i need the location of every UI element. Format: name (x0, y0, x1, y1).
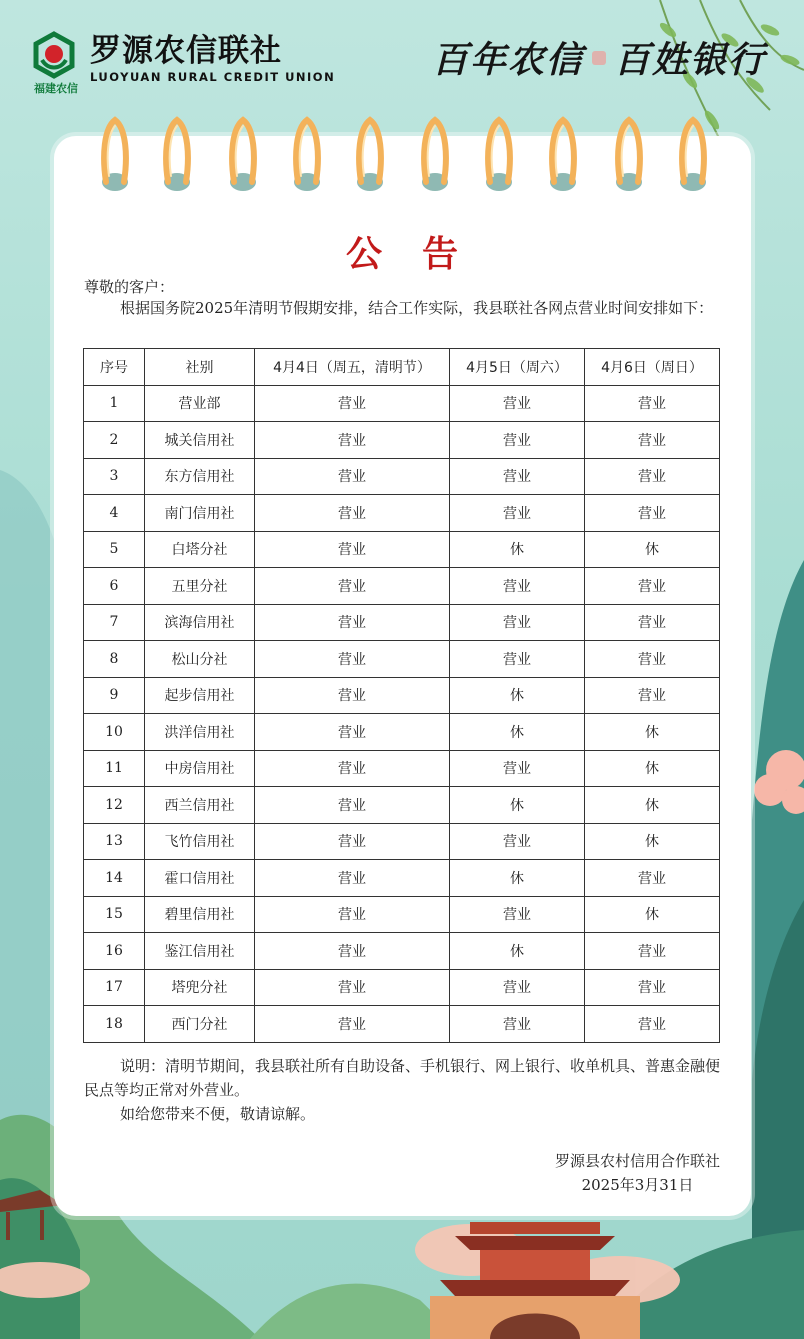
cell-apr5: 营业 (450, 896, 585, 933)
table-row (84, 385, 720, 422)
cell-apr5: 营业 (450, 750, 585, 787)
cell-branch: 五里分社 (145, 568, 255, 605)
cell-apr5: 营业 (450, 422, 585, 459)
cell-index: 9 (84, 677, 145, 714)
slogan (432, 32, 766, 83)
signature-date: 2025年3月31日 (581, 1176, 694, 1194)
cell-apr6: 营业 (585, 422, 720, 459)
cell-branch: 白塔分社 (145, 531, 255, 568)
table-row (84, 750, 720, 787)
cell-apr4: 营业 (255, 787, 450, 824)
cell-apr4: 营业 (255, 714, 450, 751)
table-row (84, 568, 720, 605)
cell-index: 18 (84, 1006, 145, 1043)
cell-branch: 碧里信用社 (145, 896, 255, 933)
cell-apr5: 休 (450, 677, 585, 714)
signature-org: 罗源县农村信用合作联社 (554, 1152, 720, 1170)
col-header-apr6: 4月6日（周日） (585, 349, 720, 386)
logo-caption: 福建农信 (34, 82, 78, 95)
table-row (84, 714, 720, 751)
cell-apr6: 营业 (585, 385, 720, 422)
cell-apr5: 休 (450, 714, 585, 751)
ring-icon (162, 116, 192, 192)
table-row (84, 933, 720, 970)
cell-branch: 滨海信用社 (145, 604, 255, 641)
cell-apr6: 营业 (585, 677, 720, 714)
cell-apr5: 营业 (450, 604, 585, 641)
cell-apr5: 营业 (450, 495, 585, 532)
slogan-right: 百姓银行 (614, 39, 767, 81)
cell-apr5: 休 (450, 933, 585, 970)
col-header-branch: 社别 (145, 349, 255, 386)
cell-apr6: 营业 (585, 568, 720, 605)
cell-branch: 营业部 (145, 385, 255, 422)
cell-branch: 塔兜分社 (145, 969, 255, 1006)
cell-apr4: 营业 (255, 604, 450, 641)
table-row (84, 1006, 720, 1043)
cell-apr4: 营业 (255, 750, 450, 787)
cell-apr4: 营业 (255, 1006, 450, 1043)
notice-title: 公告 (345, 233, 498, 275)
cell-branch: 西兰信用社 (145, 787, 255, 824)
col-header-apr4: 4月4日（周五，清明节） (255, 349, 450, 386)
cell-index: 5 (84, 531, 145, 568)
cell-branch: 洪洋信用社 (145, 714, 255, 751)
cell-apr5: 营业 (450, 458, 585, 495)
cell-apr5: 营业 (450, 969, 585, 1006)
cell-index: 7 (84, 604, 145, 641)
notes (84, 1054, 720, 1126)
cell-apr5: 营业 (450, 568, 585, 605)
col-header-apr5: 4月5日（周六） (450, 349, 585, 386)
table-row (84, 422, 720, 459)
note-line-1: 说明：清明节期间，我县联社所有自助设备、手机银行、网上银行、收单机具、普惠金融便民点等均正常对外营业。 (84, 1057, 721, 1099)
ring-icon (614, 116, 644, 192)
cell-apr4: 营业 (255, 385, 450, 422)
table-row (84, 458, 720, 495)
cell-index: 13 (84, 823, 145, 860)
table-header-row (84, 349, 720, 386)
cell-apr6: 营业 (585, 1006, 720, 1043)
cell-apr6: 休 (585, 787, 720, 824)
cell-apr5: 营业 (450, 823, 585, 860)
cell-apr4: 营业 (255, 641, 450, 678)
table-row (84, 896, 720, 933)
cell-apr5: 休 (450, 860, 585, 897)
cell-apr5: 营业 (450, 385, 585, 422)
cell-branch: 松山分社 (145, 641, 255, 678)
cell-apr4: 营业 (255, 422, 450, 459)
cell-apr4: 营业 (255, 860, 450, 897)
cell-apr6: 营业 (585, 969, 720, 1006)
cell-apr4: 营业 (255, 531, 450, 568)
table-row (84, 531, 720, 568)
rcc-logo-icon (28, 30, 80, 80)
ring-icon (292, 116, 322, 192)
cell-apr6: 休 (585, 823, 720, 860)
cell-index: 1 (84, 385, 145, 422)
cell-index: 6 (84, 568, 145, 605)
cell-index: 3 (84, 458, 145, 495)
table-row (84, 969, 720, 1006)
cell-apr4: 营业 (255, 933, 450, 970)
intro-paragraph: 根据国务院2025年清明节假期安排，结合工作实际，我县联社各网点营业时间安排如下： (120, 299, 714, 317)
cell-apr5: 休 (450, 531, 585, 568)
slogan-left: 百年农信 (432, 39, 585, 81)
cell-apr6: 营业 (585, 641, 720, 678)
brand-name-en: LUOYUAN RURAL CREDIT UNION (90, 70, 336, 84)
cell-index: 16 (84, 933, 145, 970)
signature-block (555, 1149, 720, 1197)
col-header-index: 序号 (84, 349, 145, 386)
note-line-2: 如给您带来不便，敬请谅解。 (120, 1105, 316, 1123)
table-body (84, 385, 720, 1042)
cell-index: 14 (84, 860, 145, 897)
table-row (84, 787, 720, 824)
cell-branch: 西门分社 (145, 1006, 255, 1043)
ring-icon (420, 116, 450, 192)
table-row (84, 495, 720, 532)
cell-index: 12 (84, 787, 145, 824)
cell-index: 17 (84, 969, 145, 1006)
cell-apr4: 营业 (255, 823, 450, 860)
cell-branch: 鉴江信用社 (145, 933, 255, 970)
cell-apr4: 营业 (255, 495, 450, 532)
brand-logo (28, 30, 80, 95)
cell-apr6: 营业 (585, 604, 720, 641)
cell-branch: 飞竹信用社 (145, 823, 255, 860)
ring-icon (100, 116, 130, 192)
ring-icon (355, 116, 385, 192)
cell-apr6: 营业 (585, 860, 720, 897)
table-row (84, 677, 720, 714)
cell-branch: 南门信用社 (145, 495, 255, 532)
cell-apr6: 营业 (585, 495, 720, 532)
seal-icon (592, 51, 606, 65)
cell-apr6: 休 (585, 531, 720, 568)
cell-apr4: 营业 (255, 677, 450, 714)
table-row (84, 641, 720, 678)
ring-icon (484, 116, 514, 192)
cell-index: 2 (84, 422, 145, 459)
cell-branch: 霍口信用社 (145, 860, 255, 897)
cell-apr4: 营业 (255, 896, 450, 933)
cell-index: 15 (84, 896, 145, 933)
cell-apr5: 休 (450, 787, 585, 824)
cell-branch: 东方信用社 (145, 458, 255, 495)
cell-branch: 中房信用社 (145, 750, 255, 787)
cell-apr6: 休 (585, 750, 720, 787)
ring-icon (548, 116, 578, 192)
cell-apr5: 营业 (450, 1006, 585, 1043)
schedule-table (83, 348, 720, 1043)
table-row (84, 823, 720, 860)
cell-index: 4 (84, 495, 145, 532)
cell-apr6: 营业 (585, 458, 720, 495)
cell-apr4: 营业 (255, 458, 450, 495)
ring-icon (228, 116, 258, 192)
table-row (84, 604, 720, 641)
cell-index: 10 (84, 714, 145, 751)
table-row (84, 860, 720, 897)
cell-apr4: 营业 (255, 969, 450, 1006)
cell-branch: 城关信用社 (145, 422, 255, 459)
cell-apr6: 休 (585, 896, 720, 933)
cell-apr4: 营业 (255, 568, 450, 605)
cell-apr5: 营业 (450, 641, 585, 678)
greeting: 尊敬的客户： (84, 278, 175, 296)
ring-icon (678, 116, 708, 192)
cell-branch: 起步信用社 (145, 677, 255, 714)
brand-name-cn: 罗源农信联社 (90, 33, 282, 69)
cell-apr6: 营业 (585, 933, 720, 970)
cell-index: 8 (84, 641, 145, 678)
cell-index: 11 (84, 750, 145, 787)
brand-header (28, 30, 336, 95)
cell-apr6: 休 (585, 714, 720, 751)
